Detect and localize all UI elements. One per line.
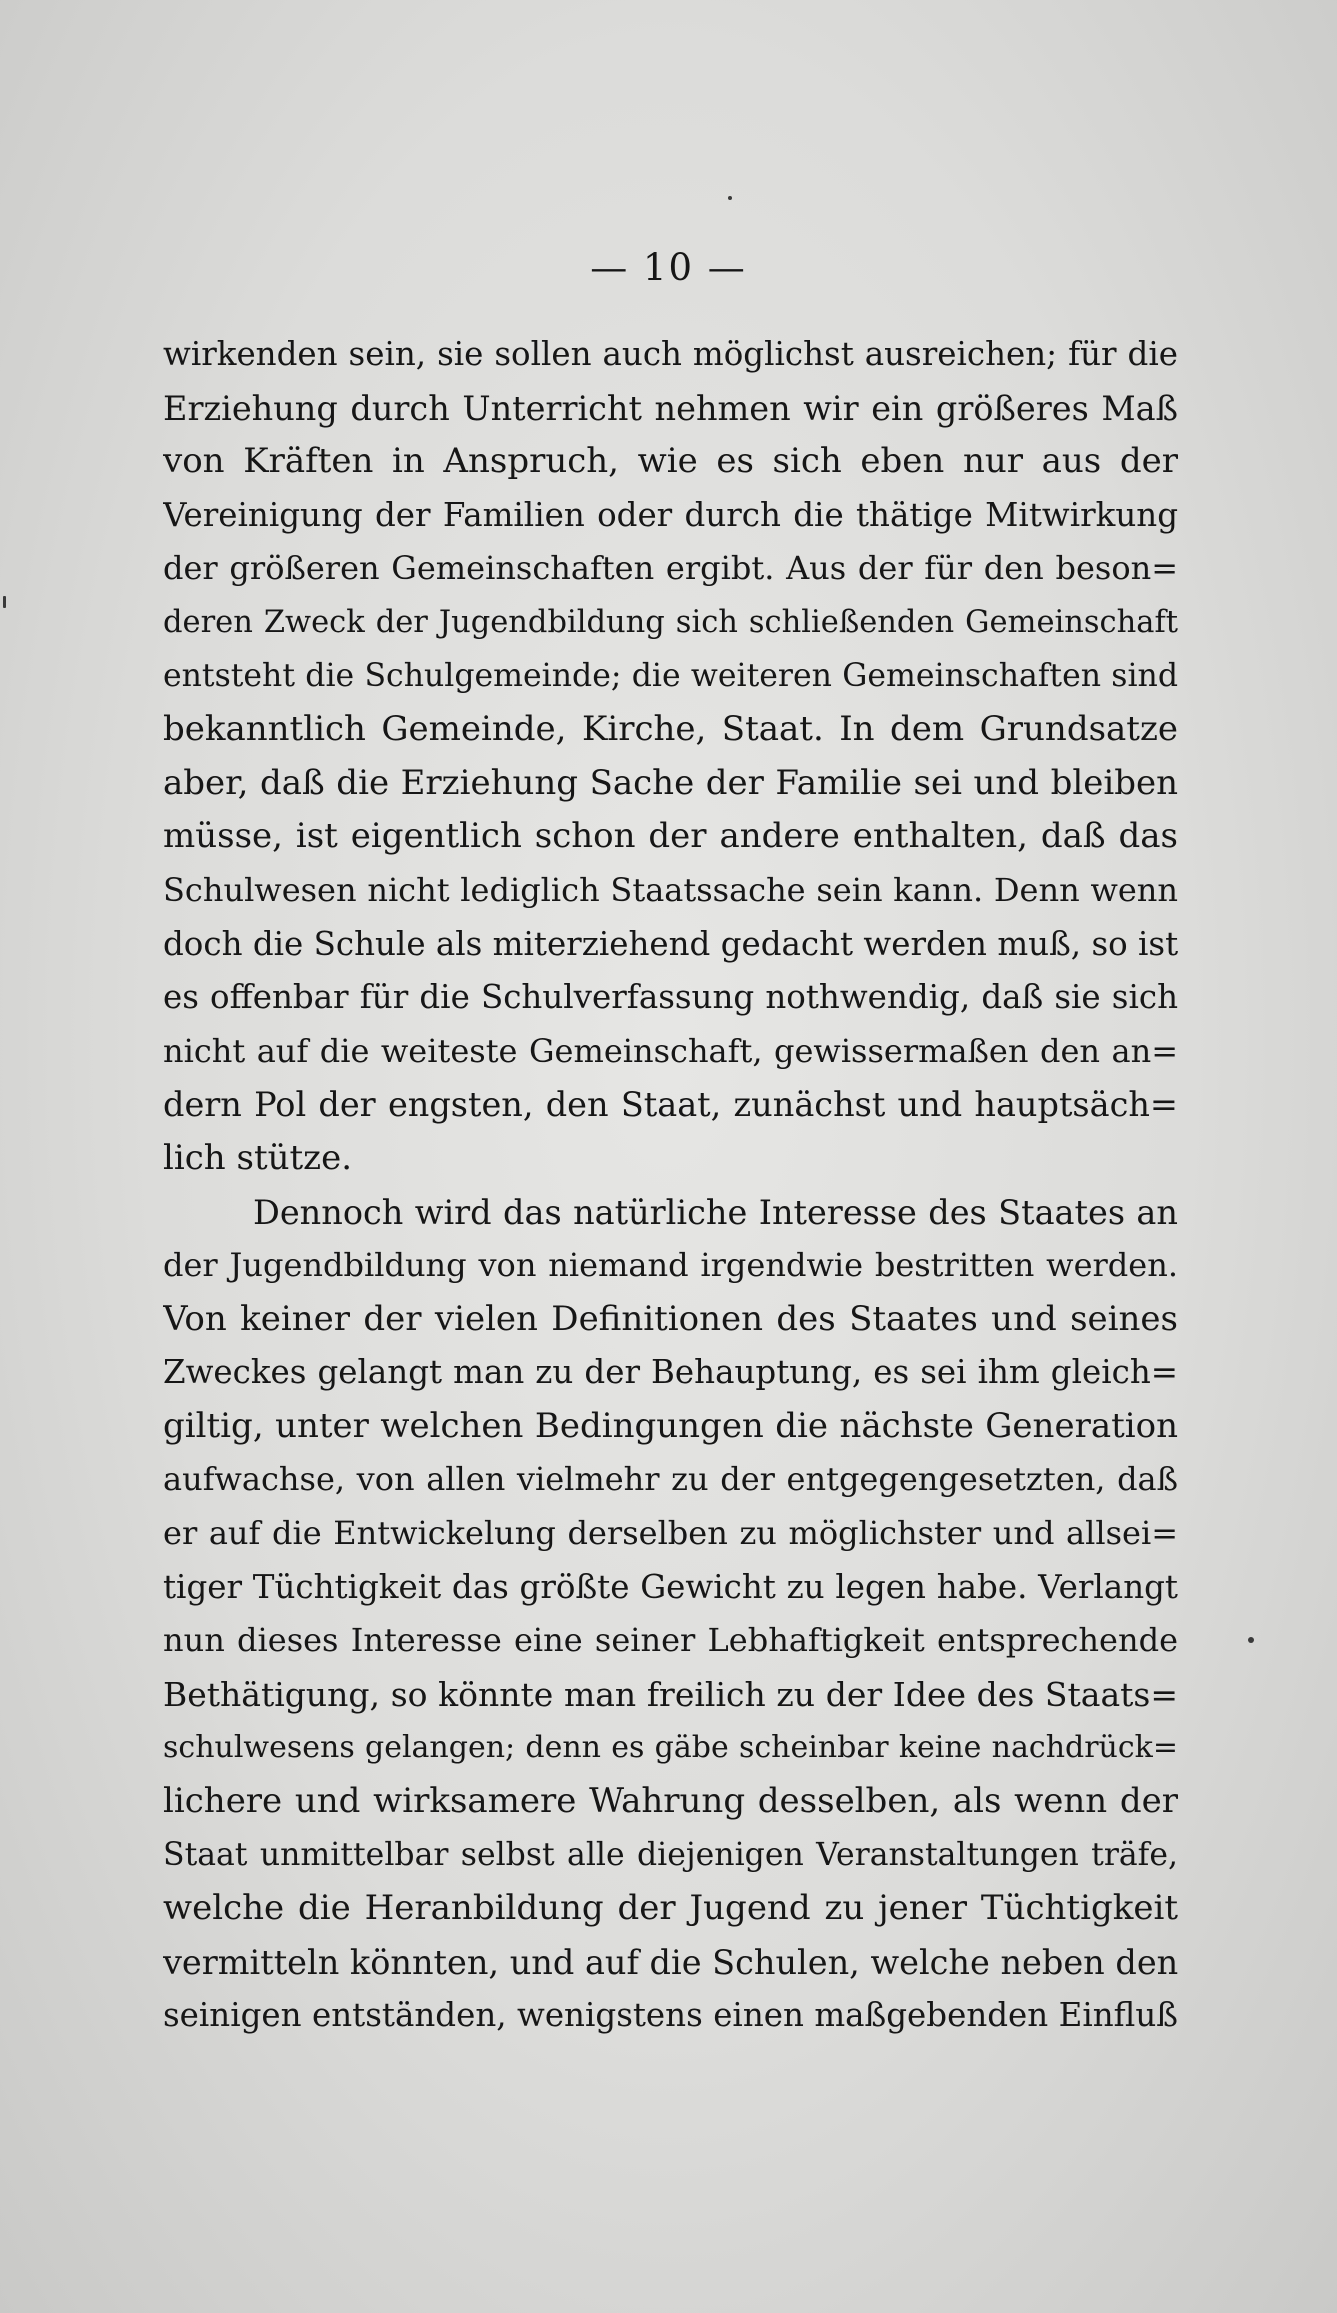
text-line: deren Zweck der Jugendbildung sich schließenden Gemeinschaft [163,604,1178,640]
text-line: Dennoch wird das natürliche Interesse des Staates an [253,1192,1178,1232]
text-line: der größeren Gemeinschaften ergibt. Aus der für den beson= [163,549,1178,588]
text-line: lichere und wirksamere Wahrung desselben, als wenn der [163,1781,1178,1822]
text-line: welche die Heranbildung der Jugend zu jener Tüchtigkeit [163,1888,1178,1929]
text-line: der Jugendbildung von niemand irgendwie bestritten werden. [163,1246,1178,1285]
text-line: es offenbar für die Schulverfassung nothwendig, daß sie sich [163,978,1178,1017]
text-line: Zweckes gelangt man zu der Behauptung, es sei ihm gleich= [163,1353,1178,1392]
text-line: nun dieses Interesse eine seiner Lebhaftigkeit entsprechende [163,1621,1178,1660]
text-line: vermitteln könnten, und auf die Schulen, welche neben den [163,1942,1178,1982]
text-line: müsse, ist eigentlich schon der andere enthalten, daß das [163,816,1178,857]
ink-speck [1248,1637,1254,1643]
text-line: entsteht die Schulgemeinde; die weiteren Gemeinschaften sind [163,657,1178,694]
text-line: aber, daß die Erziehung Sache der Familie sei und bleiben [163,762,1178,803]
text-line: Vereinigung der Familien oder durch die thätige Mitwirkung [163,495,1178,534]
text-line: er auf die Entwickelung derselben zu möglichster und allsei= [163,1514,1178,1553]
text-line: giltig, unter welchen Bedingungen die nächste Generation [163,1405,1178,1446]
text-line: nicht auf die weiteste Gemeinschaft, gewissermaßen den an= [163,1031,1178,1070]
text-line: bekanntlich Gemeinde, Kirche, Staat. In dem Grundsatze [163,709,1178,750]
ink-speck [3,596,6,608]
text-line: aufwachse, von allen vielmehr zu der entgegengesetzten, daß [163,1460,1178,1499]
text-line: Von keiner der vielen Definitionen des Staates und seines [163,1298,1178,1339]
text-line: Bethätigung, so könnte man freilich zu der Idee des Staats= [163,1674,1178,1714]
page-number: — 10 — [590,246,747,289]
text-line: Erziehung durch Unterricht nehmen wir ein größeres Maß [163,388,1178,428]
text-line: wirkenden sein, sie sollen auch möglichst ausreichen; für die [163,335,1178,373]
text-line: schulwesens gelangen; denn es gäbe scheinbar keine nachdrück= [163,1730,1178,1766]
text-line: von Kräften in Anspruch, wie es sich eben nur aus der [163,441,1178,482]
text-line: Schulwesen nicht lediglich Staatssache sein kann. Denn wenn [163,870,1178,909]
text-line: doch die Schule als miterziehend gedacht werden muß, so ist [163,924,1178,963]
text-line: Staat unmittelbar selbst alle diejenigen Veranstaltungen träfe, [163,1836,1178,1873]
ink-speck [728,196,732,200]
text-line: seinigen entständen, wenigstens einen maßgebenden Einfluß [163,1996,1178,2035]
text-line: lich stütze. [163,1137,353,1178]
text-line: dern Pol der engsten, den Staat, zunächst und hauptsäch= [163,1085,1178,1125]
body-text [163,328,1178,2043]
text-line: tiger Tüchtigkeit das größte Gewicht zu legen habe. Verlangt [163,1567,1178,1606]
